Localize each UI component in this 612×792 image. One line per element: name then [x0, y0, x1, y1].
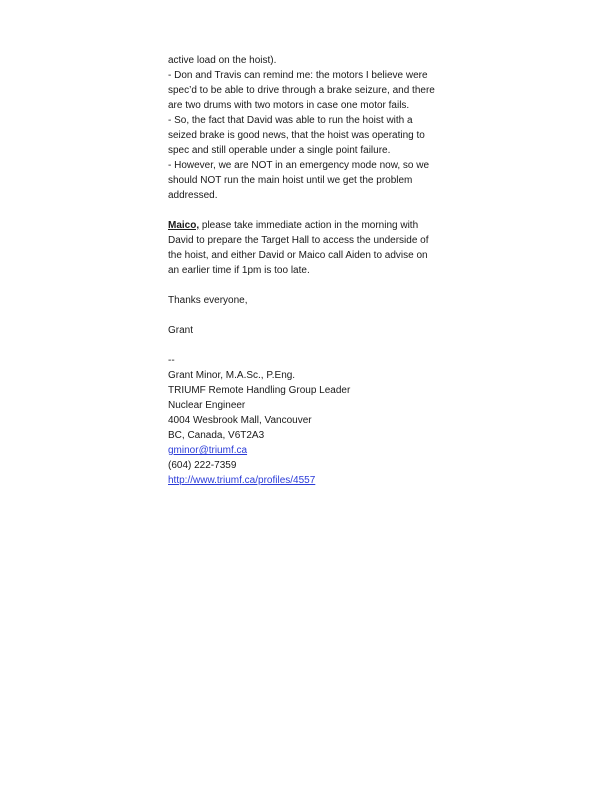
text-line: - However, we are NOT in an emergency mode now, so we: [168, 160, 430, 171]
paragraph-action-request: [168, 218, 458, 278]
paragraph-hoist-notes: [168, 53, 458, 203]
email-document: [168, 53, 458, 488]
text-line: active load on the hoist).: [168, 55, 277, 66]
text-line: the hoist, and either David or Maico call Aiden to advise on: [168, 250, 428, 261]
text-line: spec and still operable under a single point failure.: [168, 145, 391, 156]
text-line: an earlier time if 1pm is too late.: [168, 265, 310, 276]
closing-thanks: Thanks everyone,: [168, 295, 248, 306]
signature-url-line: [168, 473, 458, 488]
paragraph-gap: [168, 338, 458, 353]
signature-address-line2: BC, Canada, V6T2A3: [168, 430, 265, 441]
signature-role: Nuclear Engineer: [168, 400, 246, 411]
profile-link[interactable]: http://www.triumf.ca/profiles/4557: [168, 475, 316, 486]
paragraph-gap: [168, 308, 458, 323]
text-line: addressed.: [168, 190, 218, 201]
text-run: please take immediate action in the morning with: [199, 220, 419, 231]
text-line: spec’d to be able to drive through a brake seizure, and there: [168, 85, 435, 96]
signature-phone: (604) 222-7359: [168, 460, 237, 471]
text-line: are two drums with two motors in case one motor fails.: [168, 100, 410, 111]
signoff-name: Grant: [168, 325, 194, 336]
text-line: seized brake is good news, that the hoist was operating to: [168, 130, 425, 141]
signature-email-line: [168, 443, 458, 458]
text-line: - So, the fact that David was able to run the hoist with a: [168, 115, 413, 126]
text-line: - Don and Travis can remind me: the motors I believe were: [168, 70, 428, 81]
signature-title: TRIUMF Remote Handling Group Leader: [168, 385, 351, 396]
addressee-mention: Maico,: [168, 220, 200, 231]
text-line: [168, 218, 458, 233]
paragraph-gap: [168, 278, 458, 293]
signature-name: Grant Minor, M.A.Sc., P.Eng.: [168, 370, 296, 381]
signature-separator: --: [168, 355, 175, 366]
text-line: David to prepare the Target Hall to access the underside of: [168, 235, 429, 246]
signature-address-line1: 4004 Wesbrook Mall, Vancouver: [168, 415, 312, 426]
email-signature: [168, 353, 458, 488]
text-line: should NOT run the main hoist until we get the problem: [168, 175, 413, 186]
email-link[interactable]: gminor@triumf.ca: [168, 445, 248, 456]
paragraph-gap: [168, 203, 458, 218]
